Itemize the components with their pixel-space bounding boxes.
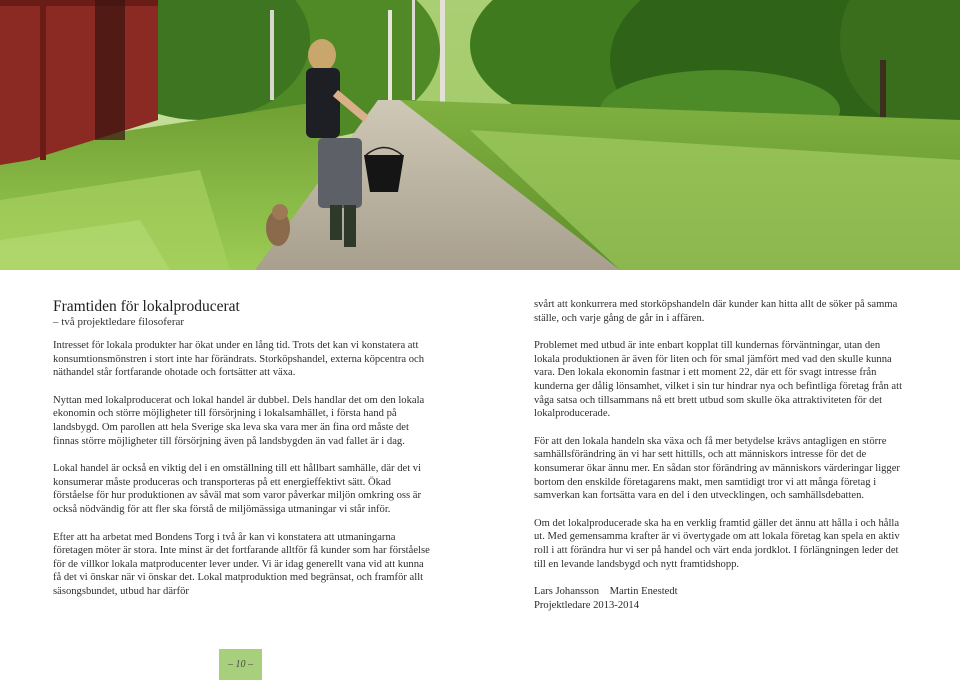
paragraph: Problemet med utbud är inte enbart kopplat till kundernas förväntningar, utan den lokala produktionen är även för liten och för smal jämfört med vad den skulle kunna vara. Den lokala ekonomin fastnar i ett moment 22, där ett för svagt intresse från kunderna ger dålig lönsamhet, vilket i sin tur hindrar nya och befintliga företag från att våga satsa och tillsammans nå ett brett utbud som skulle öka attraktiviteten för det lokalproducerade. <box>534 340 903 420</box>
paragraph: Efter att ha arbetat med Bondens Torg i två år kan vi konstatera att utmaningarna företagen möter är stora. Inte minst är det fortfarande alltför få kunder som har förståelse för de villkor lokala matproducenter lever under. Vi är idag generellt vana vid att kunna få det vi önskar när vi önskar det. Lokal matproduktion med begränsat, och framför allt säsongsbundet, utbud har därför <box>53 531 430 597</box>
article-left-column <box>53 298 431 613</box>
paragraph: Om det lokalproducerade ska ha en verklig framtid gäller det ännu att hålla i och hålla ut. Med gemensamma krafter är vi övertygade om att lokala företag kan spela en aktiv roll i att förändra hur vi ser på handel och värt enda jordklot. I förlängningen leder det till en levande landsbygd och nytt framtidshopp. <box>534 517 900 570</box>
paragraph: Intresset för lokala produkter har ökat under en lång tid. Trots det kan vi konstatera att konsumtionsmönstren i stort inte har förändrats. Storköpshandel, externa köpcentra och näthandel står fortfarande ohotade och fortsätter att växa. <box>53 340 424 379</box>
article-subtitle: – två projektledare filosoferar <box>53 316 185 328</box>
paragraph: Nyttan med lokalproducerat och lokal handel är dubbel. Dels handlar det om den lokala ekonomin och större möjligheter till försörjning i lokalsamhället, i första hand på landsbygd. Om parollen att hela Sverige ska leva ska vara mer än fina ord måste det finnas större möjligheter till försörjning även på landsbygden än vad fallet är i dag. <box>53 394 425 447</box>
header-photo <box>0 0 960 270</box>
signature-role: Projektledare 2013-2014 <box>534 599 640 611</box>
signature-names: Lars Johansson Martin Enestedt <box>534 586 678 598</box>
paragraph: Lokal handel är också en viktig del i en omställning till ett hållbart samhälle, där det vi konsumerar måste produceras och transporteras på ett energieffektivt sätt. Ökad förståelse för hur produktionen av såväl mat som varor påverkar miljön omkring oss är också nödvändig för att fler ska förstå de miljömässiga utmaningar vi står inför. <box>53 463 422 515</box>
paragraph: För att den lokala handeln ska växa och få mer betydelse krävs antagligen en större samhällsförändring än vi har sett hittills, och att människors intresse för det de konsumerar ökar ännu mer. En sådan stor förändring av människors värderingar ligger bortom den enskilde företagarens makt, men samtidigt tror vi att många företag i samverkan kan fortsätta vara en del i den utvecklingen, och samhällsdebatten. <box>534 435 900 502</box>
photo-landscape-icon <box>0 0 960 270</box>
page-number: – 10 – <box>219 649 262 680</box>
article-title: Framtiden för lokalproducerat <box>53 298 240 315</box>
article-right-column <box>534 298 906 612</box>
paragraph: svårt att konkurrera med storköpshandeln där kunder kan hitta allt de söker på samma ställe, och varje gång de går in i affären. <box>534 299 898 324</box>
